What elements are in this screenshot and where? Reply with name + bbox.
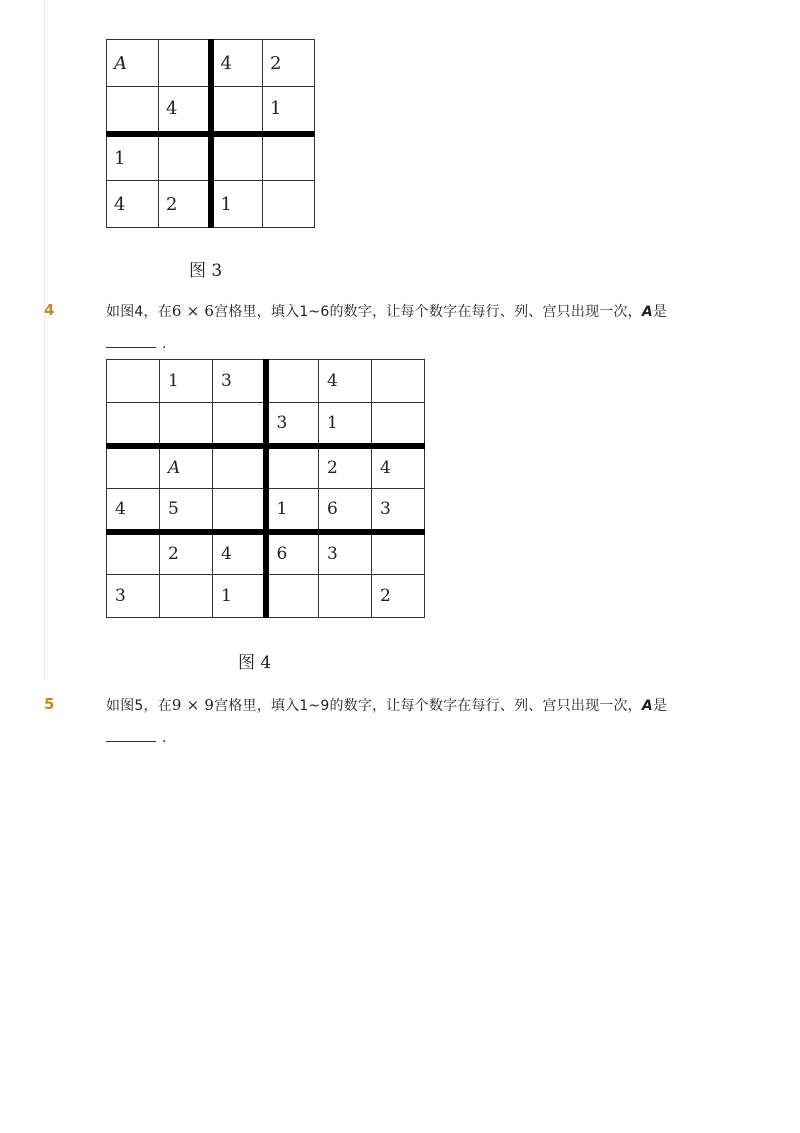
grid-cell: 2 [319,446,372,489]
grid-cell: 4 [211,40,263,87]
answer-period: . [162,730,167,746]
grid-cell [372,403,425,446]
grid-cell: 1 [319,403,372,446]
question-number: 4 [44,301,55,319]
grid-cell: 2 [159,181,211,228]
grid-cell [266,446,319,489]
table-row [107,360,425,403]
question-number: 5 [44,695,55,713]
grid-cell: 1 [211,181,263,228]
grid-cell [213,489,266,532]
grid-size: 9 × 9 [171,696,215,714]
question-body: 宫格里，填入1~6的数字，让每个数字在每行、列、宫只出现一次， [214,304,642,320]
grid-cell: 3 [213,360,266,403]
grid-cell: 3 [266,403,319,446]
grid-cell: 3 [107,575,160,618]
answer-blank [106,335,166,352]
grid-cell [107,532,160,575]
table-row [107,403,425,446]
grid-cell: 1 [160,360,213,403]
grid-cell: 2 [263,40,315,87]
grid-cell [266,360,319,403]
grid-cell [160,575,213,618]
variable-a: A [641,698,653,714]
grid-cell: 4 [372,446,425,489]
grid-cell [160,403,213,446]
sudoku-grid-6x6 [106,359,425,618]
grid-cell: A [107,40,159,87]
grid-cell [211,134,263,181]
grid-cell [107,446,160,489]
table-row [107,446,425,489]
grid-cell [211,87,263,134]
variable-a: A [641,304,653,320]
question-suffix: 是 [652,304,668,320]
grid-cell [159,40,211,87]
grid-cell: 3 [319,532,372,575]
grid-cell [107,360,160,403]
question-body: 宫格里，填入1~9的数字，让每个数字在每行、列、宫只出现一次， [214,698,642,714]
grid-cell: 4 [159,87,211,134]
grid-cell [107,87,159,134]
figure-4-caption: 图 4 [238,653,272,673]
grid-cell: 6 [319,489,372,532]
table-row [107,181,315,228]
table-row [107,575,425,618]
table-row [107,489,425,532]
answer-blank [106,729,166,746]
grid-cell [266,575,319,618]
question-prefix: 如图4，在 [106,304,172,320]
answer-period: . [162,336,167,352]
grid-cell: 1 [213,575,266,618]
left-margin-rule [44,0,45,680]
question-text [106,695,667,715]
answer-underline [106,335,156,348]
figure-3-caption: 图 3 [189,261,223,281]
grid-cell [319,575,372,618]
grid-cell: 2 [160,532,213,575]
grid-cell [372,360,425,403]
grid-cell [159,134,211,181]
grid-cell [263,134,315,181]
grid-cell: 2 [372,575,425,618]
grid-cell [372,532,425,575]
grid-cell: 4 [107,181,159,228]
grid-cell: 1 [107,134,159,181]
grid-cell [107,403,160,446]
grid-cell: 4 [213,532,266,575]
table-row [107,532,425,575]
sudoku-grid-4x4 [106,39,315,228]
question-suffix: 是 [652,698,668,714]
grid-cell [213,403,266,446]
grid-cell: 4 [319,360,372,403]
grid-cell: 6 [266,532,319,575]
table-row [107,40,315,87]
grid-cell: 5 [160,489,213,532]
table-row [107,134,315,181]
table-row [107,87,315,134]
grid-size: 6 × 6 [171,302,215,320]
grid-cell: 3 [372,489,425,532]
grid-cell: A [160,446,213,489]
answer-underline [106,729,156,742]
grid-cell [263,181,315,228]
grid-cell: 1 [263,87,315,134]
grid-cell [213,446,266,489]
grid-cell: 4 [107,489,160,532]
grid-cell: 1 [266,489,319,532]
question-text [106,301,667,321]
question-prefix: 如图5，在 [106,698,172,714]
